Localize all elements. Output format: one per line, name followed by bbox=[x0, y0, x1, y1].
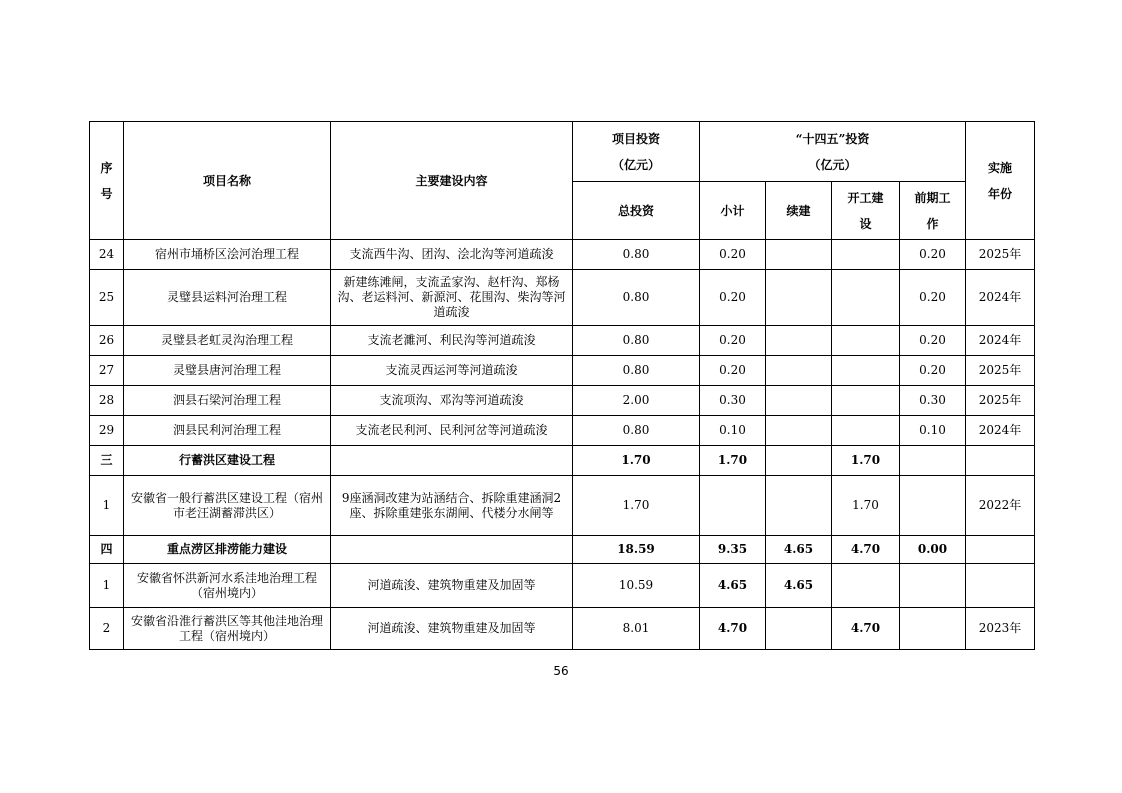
header-fyp-continuing: 续建 bbox=[766, 182, 832, 240]
cell-subtotal: 0.20 bbox=[700, 356, 766, 386]
cell-prelim: 0.20 bbox=[900, 356, 966, 386]
cell-continuing bbox=[766, 386, 832, 416]
cell-content: 支流老民利河、民利河岔等河道疏浚 bbox=[331, 416, 573, 446]
page-number: 56 bbox=[553, 664, 569, 678]
table-row bbox=[90, 608, 1035, 650]
cell-total: 18.59 bbox=[573, 536, 700, 564]
cell-name: 重点涝区排涝能力建设 bbox=[124, 536, 331, 564]
cell-seq: 1 bbox=[90, 476, 124, 536]
cell-content: 支流西牛沟、团沟、浍北沟等河道疏浚 bbox=[331, 240, 573, 270]
cell-year: 2023年 bbox=[966, 608, 1035, 650]
investment-table bbox=[89, 121, 1035, 650]
cell-prelim bbox=[900, 564, 966, 608]
cell-seq: 27 bbox=[90, 356, 124, 386]
cell-subtotal: 0.20 bbox=[700, 270, 766, 326]
cell-content: 支流老濉河、利民沟等河道疏浚 bbox=[331, 326, 573, 356]
header-fyp-prelim: 前期工 作 bbox=[900, 182, 966, 240]
cell-year: 2025年 bbox=[966, 240, 1035, 270]
cell-continuing bbox=[766, 326, 832, 356]
cell-year: 2025年 bbox=[966, 386, 1035, 416]
table-row bbox=[90, 326, 1035, 356]
table-body bbox=[90, 240, 1035, 650]
cell-total: 0.80 bbox=[573, 270, 700, 326]
cell-new bbox=[832, 270, 900, 326]
cell-name: 行蓄洪区建设工程 bbox=[124, 446, 331, 476]
cell-year bbox=[966, 446, 1035, 476]
cell-total: 1.70 bbox=[573, 476, 700, 536]
cell-total: 8.01 bbox=[573, 608, 700, 650]
cell-continuing bbox=[766, 416, 832, 446]
cell-subtotal: 0.20 bbox=[700, 326, 766, 356]
cell-year bbox=[966, 536, 1035, 564]
cell-year bbox=[966, 564, 1035, 608]
header-invest-group: 项目投资 （亿元） bbox=[573, 122, 700, 182]
table-row bbox=[90, 270, 1035, 326]
cell-continuing bbox=[766, 270, 832, 326]
cell-new bbox=[832, 386, 900, 416]
cell-subtotal: 0.20 bbox=[700, 240, 766, 270]
cell-continuing: 4.65 bbox=[766, 536, 832, 564]
cell-subtotal: 4.70 bbox=[700, 608, 766, 650]
investment-table-container bbox=[89, 121, 1035, 650]
cell-total: 2.00 bbox=[573, 386, 700, 416]
cell-seq: 25 bbox=[90, 270, 124, 326]
cell-total: 0.80 bbox=[573, 416, 700, 446]
cell-seq: 26 bbox=[90, 326, 124, 356]
cell-continuing bbox=[766, 446, 832, 476]
cell-name: 安徽省沿淮行蓄洪区等其他洼地治理工程（宿州境内） bbox=[124, 608, 331, 650]
cell-total: 0.80 bbox=[573, 240, 700, 270]
cell-seq: 三 bbox=[90, 446, 124, 476]
cell-year: 2024年 bbox=[966, 270, 1035, 326]
cell-subtotal: 4.65 bbox=[700, 564, 766, 608]
table-row bbox=[90, 356, 1035, 386]
cell-seq: 2 bbox=[90, 608, 124, 650]
header-year: 实施 年份 bbox=[966, 122, 1035, 240]
cell-total: 1.70 bbox=[573, 446, 700, 476]
cell-name: 灵璧县运料河治理工程 bbox=[124, 270, 331, 326]
cell-content: 9座涵洞改建为站涵结合、拆除重建涵洞2座、拆除重建张东湖闸、代楼分水闸等 bbox=[331, 476, 573, 536]
cell-content: 河道疏浚、建筑物重建及加固等 bbox=[331, 564, 573, 608]
cell-name: 灵璧县唐河治理工程 bbox=[124, 356, 331, 386]
cell-seq: 29 bbox=[90, 416, 124, 446]
cell-name: 泗县民利河治理工程 bbox=[124, 416, 331, 446]
cell-name: 安徽省一般行蓄洪区建设工程（宿州市老汪湖蓄滞洪区） bbox=[124, 476, 331, 536]
cell-name: 安徽省怀洪新河水系洼地治理工程（宿州境内） bbox=[124, 564, 331, 608]
cell-prelim: 0.30 bbox=[900, 386, 966, 416]
cell-subtotal bbox=[700, 476, 766, 536]
table-row bbox=[90, 476, 1035, 536]
table-row bbox=[90, 564, 1035, 608]
cell-year: 2024年 bbox=[966, 416, 1035, 446]
cell-seq: 1 bbox=[90, 564, 124, 608]
cell-continuing bbox=[766, 476, 832, 536]
cell-content bbox=[331, 536, 573, 564]
cell-continuing: 4.65 bbox=[766, 564, 832, 608]
cell-continuing bbox=[766, 608, 832, 650]
table-row bbox=[90, 240, 1035, 270]
cell-name: 泗县石梁河治理工程 bbox=[124, 386, 331, 416]
cell-prelim: 0.10 bbox=[900, 416, 966, 446]
cell-subtotal: 0.10 bbox=[700, 416, 766, 446]
cell-total: 0.80 bbox=[573, 356, 700, 386]
cell-prelim bbox=[900, 446, 966, 476]
header-content: 主要建设内容 bbox=[331, 122, 573, 240]
header-fyp-subtotal: 小计 bbox=[700, 182, 766, 240]
cell-prelim: 0.20 bbox=[900, 240, 966, 270]
cell-subtotal: 1.70 bbox=[700, 446, 766, 476]
cell-continuing bbox=[766, 240, 832, 270]
table-row bbox=[90, 386, 1035, 416]
cell-content: 河道疏浚、建筑物重建及加固等 bbox=[331, 608, 573, 650]
cell-new: 1.70 bbox=[832, 446, 900, 476]
header-name: 项目名称 bbox=[124, 122, 331, 240]
cell-new: 4.70 bbox=[832, 536, 900, 564]
cell-total: 0.80 bbox=[573, 326, 700, 356]
cell-total: 10.59 bbox=[573, 564, 700, 608]
cell-continuing bbox=[766, 356, 832, 386]
cell-content bbox=[331, 446, 573, 476]
header-seq: 序 号 bbox=[90, 122, 124, 240]
table-row bbox=[90, 416, 1035, 446]
cell-new bbox=[832, 564, 900, 608]
cell-prelim: 0.20 bbox=[900, 326, 966, 356]
cell-seq: 24 bbox=[90, 240, 124, 270]
cell-seq: 四 bbox=[90, 536, 124, 564]
cell-new bbox=[832, 240, 900, 270]
cell-new bbox=[832, 326, 900, 356]
cell-year: 2024年 bbox=[966, 326, 1035, 356]
cell-subtotal: 9.35 bbox=[700, 536, 766, 564]
header-invest-total: 总投资 bbox=[573, 182, 700, 240]
cell-name: 宿州市埇桥区浍河治理工程 bbox=[124, 240, 331, 270]
cell-prelim: 0.20 bbox=[900, 270, 966, 326]
cell-seq: 28 bbox=[90, 386, 124, 416]
cell-name: 灵璧县老虹灵沟治理工程 bbox=[124, 326, 331, 356]
cell-content: 支流项沟、邓沟等河道疏浚 bbox=[331, 386, 573, 416]
cell-new: 4.70 bbox=[832, 608, 900, 650]
cell-prelim bbox=[900, 476, 966, 536]
header-fyp-group: “十四五”投资 （亿元） bbox=[700, 122, 966, 182]
cell-year: 2025年 bbox=[966, 356, 1035, 386]
section-row bbox=[90, 446, 1035, 476]
cell-prelim: 0.00 bbox=[900, 536, 966, 564]
cell-content: 新建练滩闸，支流孟家沟、赵杆沟、郑杨沟、老运料河、新源河、花围沟、柴沟等河道疏浚 bbox=[331, 270, 573, 326]
cell-new bbox=[832, 356, 900, 386]
cell-new bbox=[832, 416, 900, 446]
section-row bbox=[90, 536, 1035, 564]
header-fyp-new: 开工建 设 bbox=[832, 182, 900, 240]
cell-new: 1.70 bbox=[832, 476, 900, 536]
cell-year: 2022年 bbox=[966, 476, 1035, 536]
cell-subtotal: 0.30 bbox=[700, 386, 766, 416]
cell-content: 支流灵西运河等河道疏浚 bbox=[331, 356, 573, 386]
cell-prelim bbox=[900, 608, 966, 650]
